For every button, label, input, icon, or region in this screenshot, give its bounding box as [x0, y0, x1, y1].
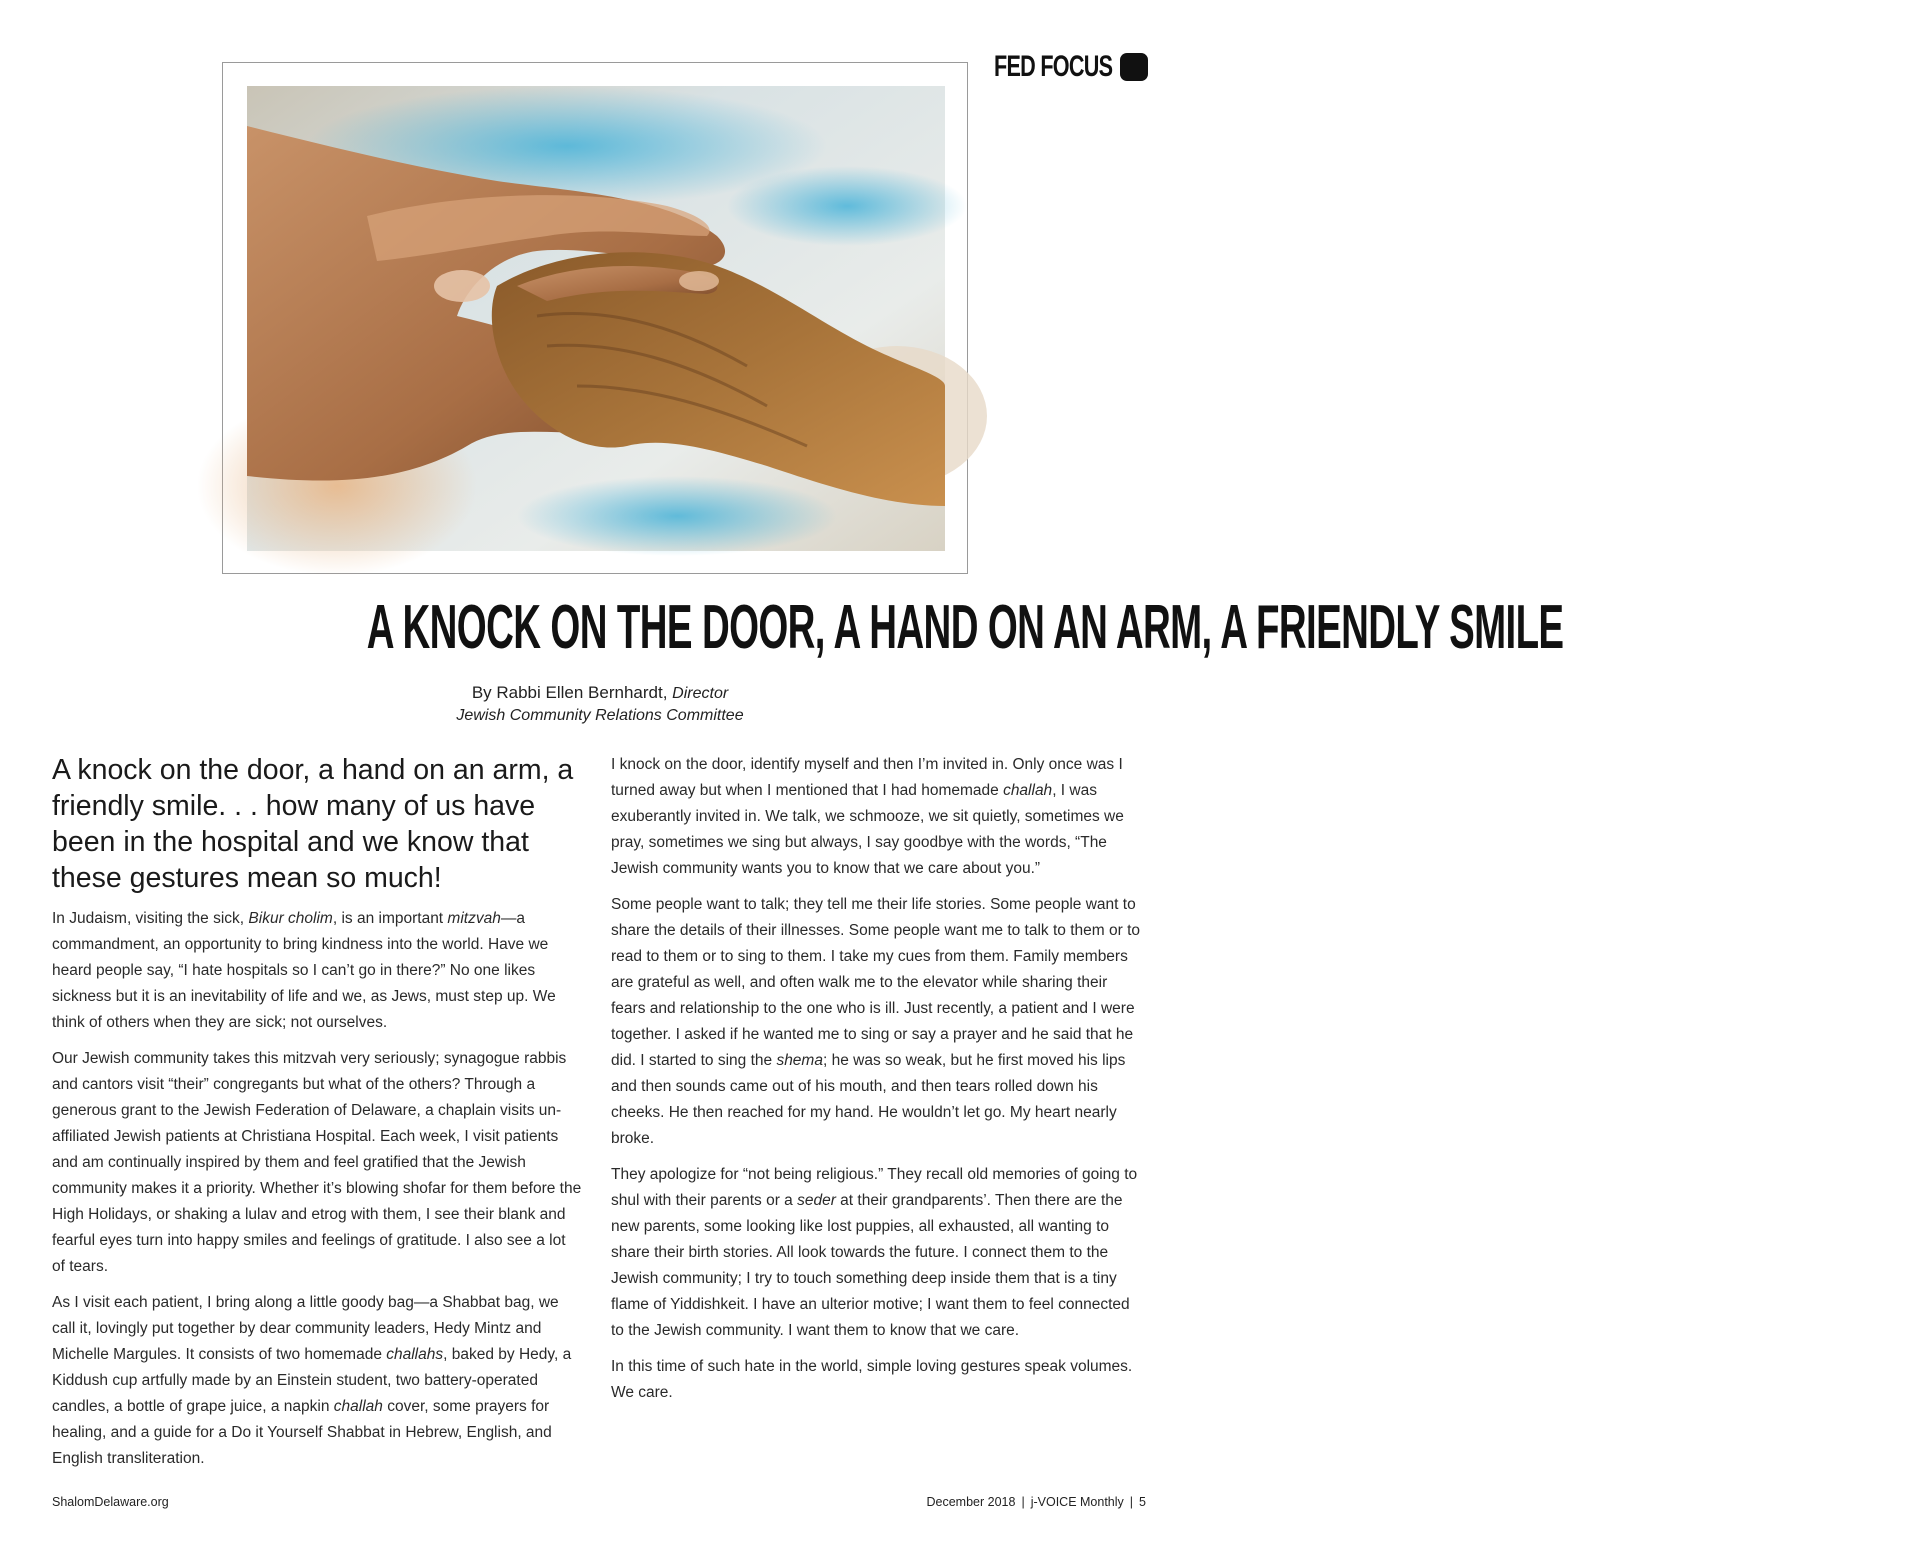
author-name: By Rabbi Ellen Bernhardt: [471, 683, 663, 702]
section-tag: [948, 50, 1148, 84]
author-organization: Jewish Community Relations Committee: [456, 707, 744, 724]
footer-date: December 2018: [926, 1495, 1016, 1509]
byline: By Rabbi Ellen Bernhardt, Director Jewish Community Relations Committee: [0, 682, 1200, 727]
body-paragraph-2: Our Jewish community takes this mitzvah very seriously; synagogue rabbis and cantors visit “their” congregants but what of the others? Through a generous grant to the Jewish Federation of Delaware, a chaplain visits un-affiliated Jewish patients at Christiana Hospital. Each week, I visit patients and am continually inspired by them and feel gratified that the Jewish community makes it a priority. Whether it’s blowing shofar for them before the High Holidays, or shaking a lulav and etrog with them, I see their blank and fearful eyes turn into happy smiles and feelings of gratitude. I also see a lot of tears.: [52, 1050, 582, 1275]
footer-website: ShalomDelaware.org: [52, 1495, 169, 1509]
right-column: [611, 752, 1146, 1416]
body-paragraph-6: They apologize for “not being religious.” They recall old memories of going to shul with their parents or a seder at their grandparents’. Then there are the new parents, some looking like lost puppies, all exhausted, all wanting to share their birth stories. All look towards the future. I connect them to the Jewish community; I try to touch something deep inside them that is a tiny flame of Yiddishkeit. I have an ulterior motive; I want them to feel connected to the Jewish community. I want them to know that we care.: [611, 1166, 1138, 1339]
left-column: [52, 752, 582, 1482]
author-title: Director: [672, 685, 729, 702]
lede-paragraph: A knock on the door, a hand on an arm, a friendly smile. . . how many of us have been in the hospital and we know that these gestures mean so much!: [52, 754, 574, 894]
body-paragraph-3: As I visit each patient, I bring along a little goody bag—a Shabbat bag, we call it, lovingly put together by dear community leaders, Hedy Mintz and Michelle Margules. It consists of two homemade challahs, baked by Hedy, a Kiddush cup artfully made by an Einstein student, two battery-operated candles, a bottle of grape juice, a napkin challah cover, some prayers for healing, and a guide for a Do it Yourself Shabbat in Hebrew, English, and English transliteration.: [52, 1294, 572, 1467]
footer-info: December 2018 | j-VOICE Monthly | 5: [926, 1495, 1146, 1509]
section-marker-icon: [1120, 53, 1148, 81]
body-paragraph-7: In this time of such hate in the world, simple loving gestures speak volumes. We care.: [611, 1358, 1133, 1401]
footer-publication: j-VOICE Monthly: [1030, 1495, 1124, 1509]
body-paragraph-1: In Judaism, visiting the sick, Bikur cholim, is an important mitzvah—a commandment, an opportunity to bring kindness into the world. Have we heard people say, “I hate hospitals so I can’t go in there?” No one likes sickness but it is an inevitability of life and we, as Jews, must step up. We think of others when they are sick; not ourselves.: [52, 910, 556, 1031]
section-label: FED FOCUS: [993, 50, 1112, 83]
article-headline: A KNOCK ON THE DOOR, A HAND ON AN ARM, A FRIENDLY SMILE: [366, 593, 1564, 662]
holding-hands-photo: [247, 86, 945, 551]
body-paragraph-5: Some people want to talk; they tell me their life stories. Some people want to share the details of their illnesses. Some people want me to talk to them or to read to them or to sing to them. I take my cues from them. Family members are grateful as well, and often walk me to the elevator while sharing their fears and relationship to the one who is ill. Just recently, a patient and I were together. I asked if he wanted me to sing or say a prayer and he said that he did. I started to sing the shema; he was so weak, but he first moved his lips and then sounds came out of his mouth, and then tears rolled down his cheeks. He then reached for my hand. He wouldn’t let go. My heart nearly broke.: [611, 896, 1140, 1147]
photo-frame: [222, 62, 968, 574]
body-paragraph-4: I knock on the door, identify myself and then I’m invited in. Only once was I turned away but when I mentioned that I had homemade challah, I was exuberantly invited in. We talk, we schmooze, we sit quietly, sometimes we pray, sometimes we sing but always, I say goodbye with the words, “The Jewish community wants you to know that we care about you.”: [611, 756, 1124, 877]
page-number: 5: [1139, 1495, 1146, 1509]
